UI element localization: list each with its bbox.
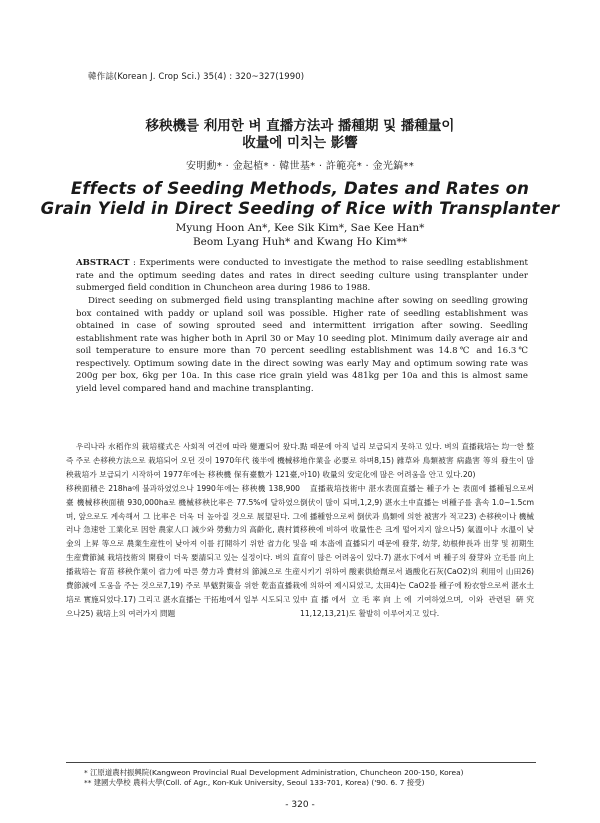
body-paragraph: 點 때문에 아직 널리 보급되지 못하고 있다. 벼의 直播栽培는 均一한 整地作業을 必要로 하며8,15) 雜草와 鳥類被害 病蟲害 等의 發生이 많아10) 收量의 安定化에 많은 어려움을 안고 있다.20) — [300, 442, 535, 479]
body-paragraph: 直播栽培技術中 湛水表面直播는 種子가 논 表面에 播種됨으로써 倒伏이 많이 되며,1,2,9) 湛水土中直播는 벼種子를 흙속 1.0~1.5cm에 播種함으로써 倒伏과 鳥類에 의한 被害가 적고23) 손移秧이나 機械移秧에 비하여 收量性은 크게 떨어지지 않으나5) 氣溫이나 水溫이 낮을 때 本畓에 直播되기 때문에 發芽, 幼芽, 幼根伸長과 出芽 및 初期生育이 많은 어려움이 있다.7) 湛水下에서 벼 種子의 發芽와 立毛를 向上시키기 위하여 酸素供給劑로서 過酸化石灰(CaO2)의 利用이 山田26)에 의하여 제시되었고, 太田4)는 CaO2를 種子에 粉衣함으로써 湛水土中直播에서 立毛率向上에 기여하였으며, 이와 관련된 硏究11,12,13,21)도 활발히 이루어지고 있다. — [300, 483, 534, 618]
korean-title-line-1: 移秧機를 利用한 벼 直播方法과 播種期 및 播種量이 — [145, 118, 455, 134]
body-paragraph: 우리나라 水稻作의 栽培樣式은 사회적 여건에 따라 變遷되어 왔다. 즉 주로 손移秧方法으로 栽培되어 오던 것이 1970年代 後半에 機械移秧栽培가 보급되기 시작하여 1977年에는 移秧機 保有臺數가 121臺, 移秧面積은 218ha에 불과하였었으나 1990年에는 移秧機 138,900臺 機械移秧面積 930,000ha로 機械移秧比率은 77.5%에 달하였으며, 앞으로도 계속해서 그 比率은 더욱 더 높아질 것으로 展望된다. 그러나 急速한 工業化로 因한 農家人口 減少와 勞動力의 高齡化, 農村賃金의 上昇 等으로 農業生産性이 낮아져 이를 打開하기 위한 省力化 및 生産費節減 栽培技術의 開發이 더욱 要請되고 있는 실정이다. 벼의 直播栽培는 育苗 移秧作業이 省力에 따른 勞力과 費材의 節減으로 生産費節減에 도움을 주는 것으로7,19) 주로 旱魃對策을 위한 乾畓直播栽培로 實施되었다.17) 그리고 湛水直播는 干拓地에서 일부 시도되고 있으나25) 栽培上의 여러가지 問題 — [66, 442, 300, 618]
english-authors-line-1: Myung Hoon An*, Kee Sik Kim*, Sae Kee Han* — [175, 222, 425, 234]
english-authors-line-2: Beom Lyang Huh* and Kwang Ho Kim** — [192, 236, 408, 248]
abstract-paragraph-1 — [76, 257, 528, 295]
footnote-affiliation-2: ** 建國大學校 農科大學(Coll. of Agr., Kon-Kuk University, Seoul 133-701, Korea) ('90. 6. 7 接受) — [84, 778, 425, 787]
korean-authors: 安明勳* · 金起植* · 韓世基* · 許範亮* · 金光鎬** — [185, 161, 415, 172]
page-number: - 320 - — [285, 800, 315, 810]
abstract-paragraph-2: Direct seeding on submerged field using transplanting machine after sowing on seedling growing box contained with paddy or upland soil was possible. Higher rate of seedling establishment was obtained in case of sowing sprouted seed and intermittent irrigation after sowing. Seedling establishment rate was higher both in April 30 or May 10 seeding plot. Minimum daily average air and soil temperature to ensure more than 70 percent seedling establishment was 14.8℃ and 16.3℃ respectively. Optimum sowing date in the direct sowing was early May and optimum sowing rate was 200g per box, 6kg per 10a. In this case rice grain yield was 481kg per 10a and this is almost same yield level compared hand and machine transplanting. — [76, 296, 528, 394]
journal-citation: 韓作誌(Korean J. Crop Sci.) 35(4) : 320~327(1990) — [88, 72, 305, 82]
body-column-left — [66, 440, 300, 621]
abstract — [76, 257, 528, 395]
abstract-label: ABSTRACT — [76, 258, 130, 268]
english-title-line-2: Grain Yield in Direct Seeding of Rice with Transplanter — [40, 199, 560, 218]
footnote-divider — [66, 762, 536, 763]
body-column-right — [300, 440, 534, 621]
abstract-text-1: : Experiments were conducted to investigate the method to raise seedling establishment rate and the optimum seeding dates and rates in direct seeding culture using transplanter under submerged field condition in Chuncheon area during 1986 to 1988. — [76, 258, 528, 293]
korean-title-line-2: 收量에 미치는 影響 — [242, 135, 358, 151]
english-title-line-1: Effects of Seeding Methods, Dates and Rates on — [70, 179, 530, 198]
footnote-affiliation-1: * 江原道農村振興院(Kangweon Provincial Rual Development Administration, Chuncheon 200-150, Korea) — [84, 768, 464, 777]
